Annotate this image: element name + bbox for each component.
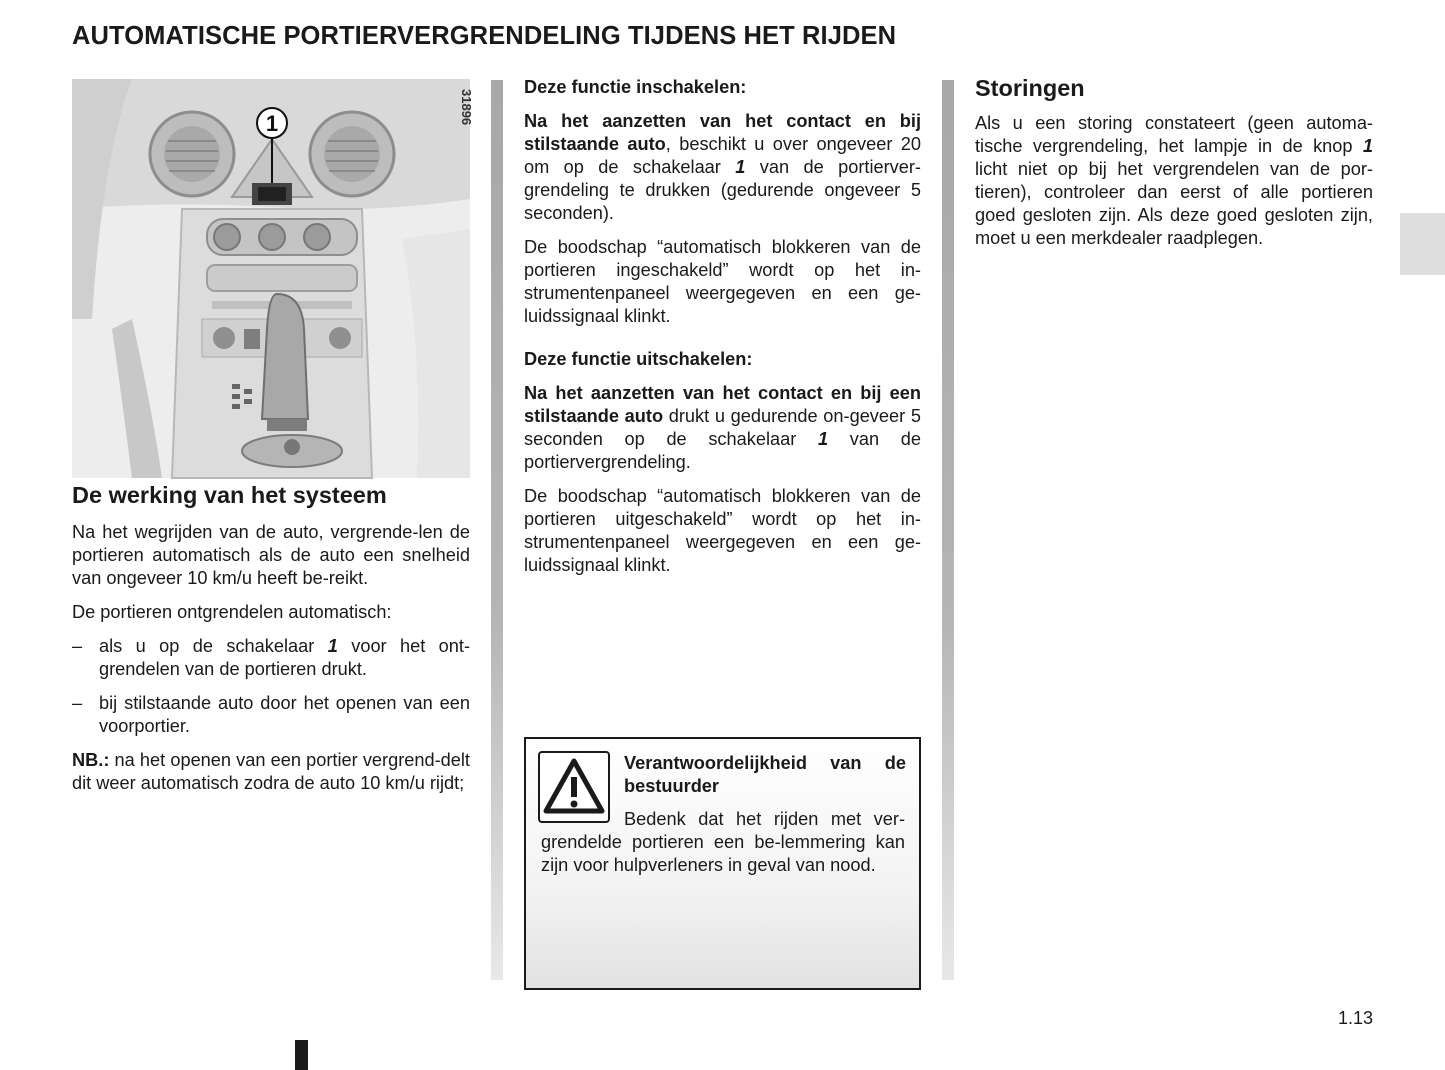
list-dash: – bbox=[72, 636, 83, 656]
list-item-text: als u op de schakelaar 1 voor het ont-grendelen van de portieren drukt. bbox=[99, 636, 471, 679]
uitschakelen-paragraph-1: Na het aanzetten van het contact en bij een stilstaande auto drukt u gedurende on-geveer 5 seconden op de schakelaar 1 van de portiervergrendeling. bbox=[524, 383, 921, 472]
dashboard-drawing bbox=[72, 79, 474, 478]
print-mark bbox=[295, 1040, 308, 1070]
column-divider-left bbox=[491, 80, 503, 980]
werking-paragraph-1: Na het wegrijden van de auto, vergrende-len de portieren automatisch als de auto een snelheid van ongeveer 10 km/u heeft be-reikt. bbox=[72, 522, 470, 588]
figure-code: 31896 bbox=[459, 89, 474, 126]
column-right bbox=[975, 74, 1373, 261]
column-middle bbox=[524, 76, 921, 588]
chapter-tab bbox=[1400, 213, 1445, 275]
page-title: AUTOMATISCHE PORTIERVERGRENDELING TIJDENS HET RIJDEN bbox=[72, 22, 897, 50]
callout-1-label: 1 bbox=[265, 111, 279, 136]
inschakelen-paragraph-2: De boodschap “automatisch blokkeren van de portieren ingeschakeld” wordt op het in-strumentenpaneel weergegeven en een ge-luidssignaal klinkt. bbox=[524, 237, 921, 326]
uitschakelen-heading: Deze functie uitschakelen: bbox=[524, 349, 753, 369]
warning-text: Bedenk dat het rijden met ver-grendelde portieren een be-lemmering kan zijn voor hulpverleners in geval van nood. bbox=[541, 809, 905, 875]
warning-title: Verantwoordelijkheid van de bestuurder bbox=[624, 753, 906, 796]
column-left bbox=[72, 481, 470, 806]
storingen-paragraph: Als u een storing constateert (geen automa-tische vergrendeling, het lampje in de knop 1 licht niet op bij het vergrendelen van de por-tieren), controleer dan eerst of alle portieren goed gesloten zijn. Als deze goed gesloten zijn, moet u een merkdealer raadplegen. bbox=[975, 113, 1373, 248]
dashboard-illustration bbox=[72, 79, 474, 478]
uitschakelen-paragraph-2: De boodschap “automatisch blokkeren van de portieren uitgeschakeld” wordt op het in-strumentenpaneel weergegeven en een ge-luidssignaal klinkt. bbox=[524, 486, 921, 575]
page-number: 1.13 bbox=[1337, 1008, 1373, 1028]
nb-text: na het openen van een portier vergrend-delt dit weer automatisch zodra de auto 10 km/u rijdt; bbox=[72, 750, 470, 793]
column-divider-right bbox=[942, 80, 954, 980]
list-item bbox=[72, 692, 470, 738]
werking-paragraph-2: De portieren ontgrendelen automatisch: bbox=[72, 602, 392, 622]
list-item-text: bij stilstaande auto door het openen van een voorportier. bbox=[99, 693, 470, 736]
inschakelen-paragraph-1: Na het aanzetten van het contact en bij stilstaande auto, beschikt u over ongeveer 20 om op de schakelaar 1 van de portierver-grendeling te drukken (gedurende ongeveer 5 seconden). bbox=[524, 111, 921, 223]
nb-label: NB.: bbox=[72, 750, 110, 770]
list-dash: – bbox=[72, 693, 83, 713]
warning-box bbox=[524, 737, 921, 990]
storingen-heading: Storingen bbox=[975, 75, 1085, 101]
werking-heading: De werking van het systeem bbox=[72, 482, 387, 508]
nb-note bbox=[72, 749, 470, 795]
list-item bbox=[72, 635, 470, 681]
inschakelen-heading: Deze functie inschakelen: bbox=[524, 77, 747, 97]
